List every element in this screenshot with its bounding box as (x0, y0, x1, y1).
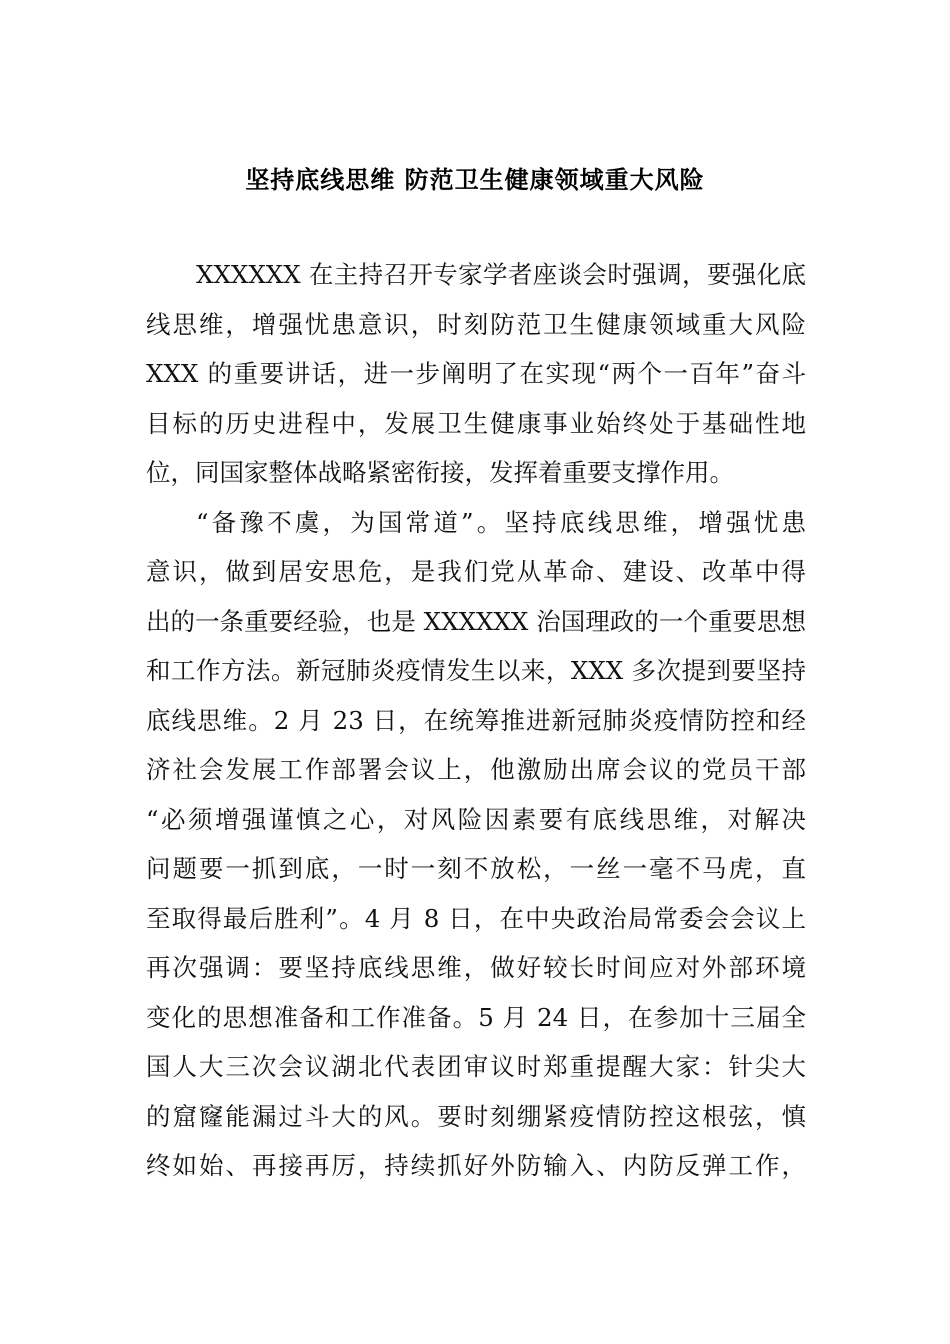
paragraph-line: 和工作方法。新冠肺炎疫情发生以来，XXX 多次提到要坚持 (146, 656, 806, 685)
paragraph-line: 线思维，增强忧患意识，时刻防范卫生健康领域重大风险 (146, 309, 806, 339)
paragraph-line: 再次强调：要坚持底线思维，做好较长时间应对外部环境 (146, 953, 806, 982)
paragraph-2 (146, 498, 806, 1191)
paragraph-line: “备豫不虞，为国常道”。坚持底线思维，增强忧患 (196, 507, 806, 537)
paragraph-line: 终如始、再接再厉，持续抓好外防输入、内防反弹工作， (146, 1151, 806, 1180)
document-title: 坚持底线思维 防范卫生健康领域重大风险 (245, 165, 705, 194)
paragraph-line: 意识，做到居安思危，是我们党从革命、建设、改革中得 (146, 557, 806, 586)
paragraph-line: 至取得最后胜利”。4 月 8 日，在中央政治局常委会会议上 (146, 903, 806, 933)
document-body (146, 250, 806, 1191)
paragraph-line: 变化的思想准备和工作准备。5 月 24 日，在参加十三届全 (146, 1002, 806, 1032)
paragraph-line: 济社会发展工作部署会议上，他激励出席会议的党员干部 (146, 755, 806, 784)
paragraph-line: 目标的历史进程中，发展卫生健康事业始终处于基础性地 (146, 408, 806, 438)
paragraph-line: XXXXXX 在主持召开专家学者座谈会时强调，要强化底 (196, 260, 806, 289)
paragraph-line: 底线思维。2 月 23 日，在统筹推进新冠肺炎疫情防控和经 (146, 705, 806, 735)
paragraph-line: “必须增强谨慎之心，对风险因素要有底线思维，对解决 (146, 804, 806, 834)
paragraph-line: 出的一条重要经验，也是 XXXXXX 治国理政的一个重要思想 (146, 606, 806, 636)
paragraph-line: XXX 的重要讲话，进一步阐明了在实现“两个一百年”奋斗 (146, 359, 806, 388)
paragraph-1 (146, 250, 806, 498)
paragraph-line: 的窟窿能漏过斗大的风。要时刻绷紧疫情防控这根弦，慎 (146, 1101, 806, 1131)
paragraph-line: 问题要一抓到底，一时一刻不放松，一丝一毫不马虎，直 (146, 854, 806, 883)
paragraph-line: 国人大三次会议湖北代表团审议时郑重提醒大家：针尖大 (146, 1052, 806, 1081)
paragraph-line: 位，同国家整体战略紧密衔接，发挥着重要支撑作用。 (146, 458, 734, 487)
